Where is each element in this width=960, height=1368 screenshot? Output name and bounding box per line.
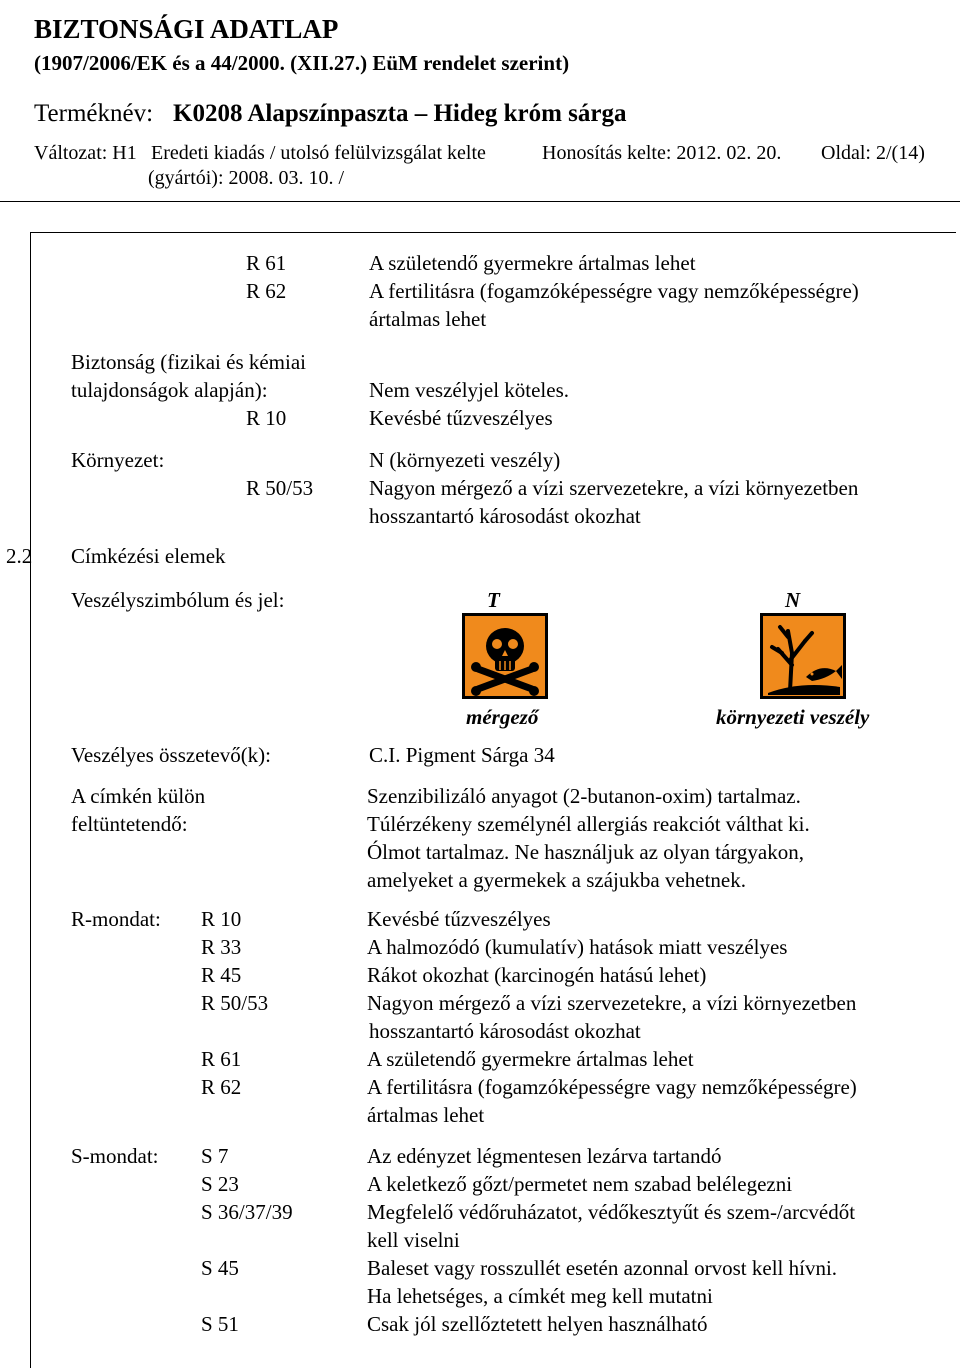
document-title: BIZTONSÁGI ADATLAP [34,14,339,44]
issue-label: Eredeti kiadás / utolsó felülvizsgálat kelte [151,142,486,164]
class-r62-text-1: A fertilitásra (fogamzóképességre vagy nemzőképességre) [369,279,859,303]
version-text: Változat: H1 [34,142,137,164]
class-r61-text: A születendő gyermekre ártalmas lehet [369,251,696,275]
r-phrase-text: A fertilitásra (fogamzóképességre vagy nemzőképességre) [367,1075,857,1099]
safety-label-1: Biztonság (fizikai és kémiai [71,350,307,374]
symbol-n-caption: környezeti veszély [716,705,870,729]
label-note-1: A címkén külön [71,784,206,808]
r-phrase-label: R-mondat: [71,907,161,931]
s-phrase-text: A keletkező gőzt/permetet nem szabad belélegezni [367,1172,793,1196]
r-phrase-text: Nagyon mérgező a vízi szervezetekre, a vízi környezetben [367,991,857,1015]
header-divider [0,201,960,202]
s-phrase-text: Ha lehetséges, a címkét meg kell mutatni [367,1284,713,1308]
page-number: Oldal: 2/(14) [821,142,925,164]
env-code: R 50/53 [246,476,314,500]
symbol-label: Veszélyszimbólum és jel: [71,588,285,612]
class-r62-text-2: ártalmas lehet [369,307,487,331]
class-r62-code: R 62 [246,279,287,303]
env-text-3: hosszantartó károsodást okozhat [369,504,641,528]
section-title: Címkézési elemek [71,544,226,568]
r-phrase-code: R 33 [201,935,242,959]
label-note-2: feltüntetendő: [71,812,188,836]
r-phrase-text: Rákot okozhat (karcinogén hatású lehet) [367,963,707,987]
r-phrase-text: A születendő gyermekre ártalmas lehet [367,1047,694,1071]
s-phrase-label: S-mondat: [71,1144,159,1168]
issue-date: (gyártói): 2008. 03. 10. / [148,167,345,189]
r-phrase-text: A halmozódó (kumulatív) hatások miatt veszélyes [367,935,788,959]
safety-text-2: Kevésbé tűzveszélyes [369,406,553,430]
symbol-t-caption: mérgező [466,705,539,729]
s-phrase-text: Csak jól szellőztetett helyen használható [367,1312,708,1336]
r-phrase-code: R 50/53 [201,991,269,1015]
label-text-2: Túlérzékeny személynél allergiás reakciót válthat ki. [367,812,810,836]
class-r61-code: R 61 [246,251,287,275]
regulation-subtitle: (1907/2006/EK és a 44/2000. (XII.27.) EüM rendelet szerint) [34,51,570,75]
r-phrase-code: R 10 [201,907,242,931]
label-text-1: Szenzibilizáló anyagot (2-butanon-oxim) tartalmaz. [367,784,801,808]
symbol-n-letter: N [785,588,801,612]
localization-date: Honosítás kelte: 2012. 02. 20. [542,142,782,164]
label-text-3: Ólmot tartalmaz. Ne használjuk az olyan tárgyakon, [367,840,804,864]
section-number: 2.2 [6,544,33,568]
toxic-skull-icon [462,613,548,699]
s-phrase-text: Baleset vagy rosszullét esetén azonnal orvost kell hívni. [367,1256,838,1280]
env-text-2: Nagyon mérgező a vízi szervezetekre, a vízi környezetben [369,476,859,500]
product-name: K0208 Alapszínpaszta – Hideg króm sárga [173,100,627,127]
components-label: Veszélyes összetevő(k): [71,743,272,767]
r-phrase-text: ártalmas lehet [367,1103,485,1127]
s-phrase-code: S 51 [201,1312,239,1336]
product-label: Terméknév: [34,100,154,127]
symbol-t-letter: T [487,588,500,612]
r-phrase-text: Kevésbé tűzveszélyes [367,907,551,931]
components-value: C.I. Pigment Sárga 34 [369,743,555,767]
s-phrase-code: S 36/37/39 [201,1200,293,1224]
environment-hazard-icon [760,613,846,699]
safety-code: R 10 [246,406,287,430]
label-text-4: amelyeket a gyermekek a szájukba vehetnek. [367,868,746,892]
s-phrase-text: kell viselni [367,1228,460,1252]
env-text-1: N (környezeti veszély) [369,448,561,472]
s-phrase-code: S 7 [201,1144,229,1168]
s-phrase-code: S 23 [201,1172,239,1196]
safety-text-1: Nem veszélyjel köteles. [369,378,570,402]
s-phrase-text: Az edényzet légmentesen lezárva tartandó [367,1144,722,1168]
r-phrase-text: hosszantartó károsodást okozhat [369,1019,641,1043]
s-phrase-code: S 45 [201,1256,239,1280]
env-label: Környezet: [71,448,165,472]
s-phrase-text: Megfelelő védőruházatot, védőkesztyűt és szem-/arcvédőt [367,1200,856,1224]
r-phrase-code: R 62 [201,1075,242,1099]
r-phrase-code: R 45 [201,963,242,987]
r-phrase-code: R 61 [201,1047,242,1071]
safety-label-2: tulajdonságok alapján): [71,378,268,402]
